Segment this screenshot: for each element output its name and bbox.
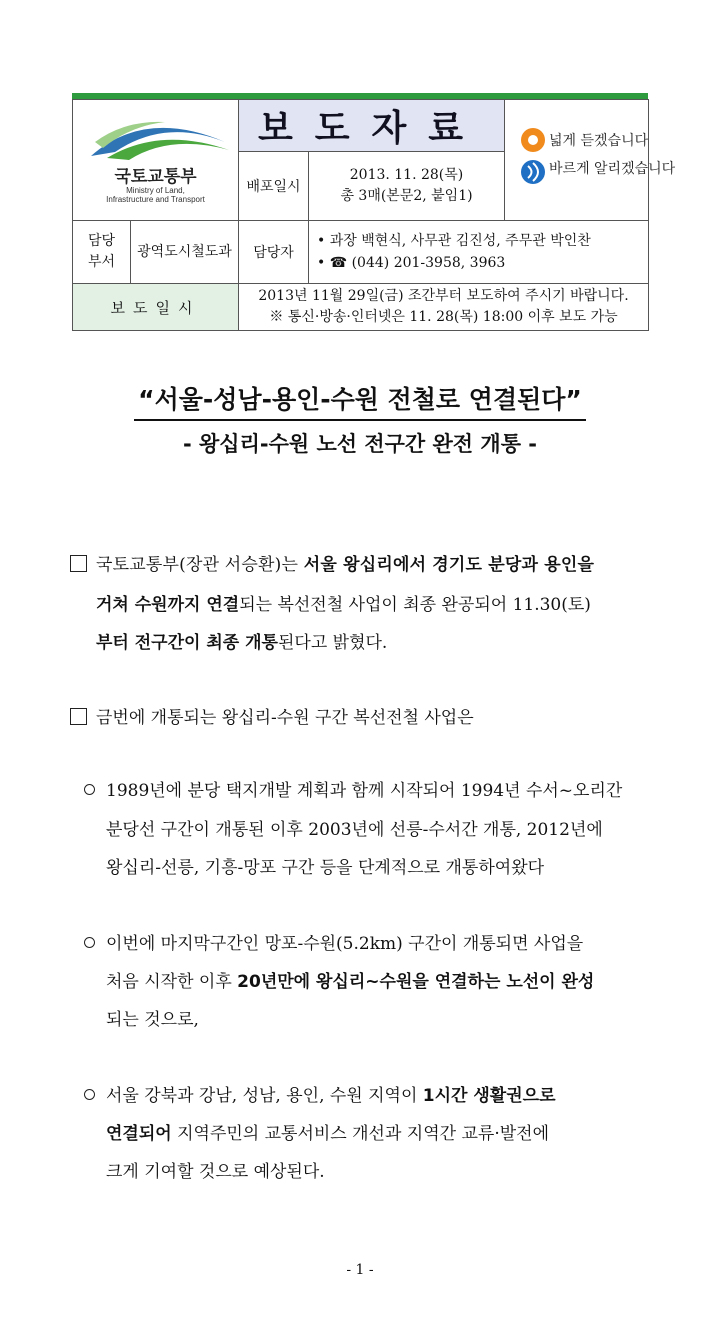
ministry-name: 국토교통부 — [114, 167, 197, 187]
ministry-logo-icon — [85, 112, 235, 162]
contact-info — [309, 221, 649, 284]
slogan-listen: 넓게 듣겠습니다 — [549, 133, 649, 149]
subheadline: - 왕십리-수원 노선 전구간 완전 개통 - — [182, 432, 538, 456]
p1-line1-plain: 국토교통부(장관 서승환)는 — [96, 555, 304, 575]
ministry-logo-cell — [73, 100, 239, 221]
p3-line2: 분당선 구간이 개통된 이후 2003년에 선릉-수서간 개통, 2012년에 — [106, 820, 603, 840]
p5-line3: 크게 기여할 것으로 예상된다. — [106, 1162, 325, 1182]
p5-line1 — [106, 1081, 556, 1106]
contact-phone: • ☎ (044) 201-3958, 3963 — [317, 255, 506, 271]
p4-line3: 되는 것으로, — [106, 1010, 199, 1030]
circle-bullet — [84, 784, 95, 795]
p5-line2-plain: 지역주민의 교통서비스 개선과 지역간 교류·발전에 — [171, 1124, 549, 1144]
p1-line2 — [96, 590, 591, 615]
circle-bullet — [84, 1089, 95, 1100]
slogan-cell — [505, 100, 676, 221]
p4-line2-bold: 20년만에 왕십리~수원을 연결하는 노선이 완성 — [237, 972, 595, 992]
p1-line3-plain: 된다고 밝혔다. — [277, 633, 388, 653]
release-embargo: 2013년 11월 29일(금) 조간부터 보도하여 주시기 바랍니다. — [258, 288, 629, 304]
p5-line2-bold: 연결되어 — [106, 1124, 172, 1144]
dept-label-line1: 담당 — [87, 233, 116, 249]
p5-line2 — [106, 1119, 549, 1144]
p3-line3: 왕십리-선릉, 기흥-망포 구간 등을 단계적으로 개통하여왔다 — [106, 858, 545, 878]
p1-line2-bold: 거쳐 수원까지 연결 — [96, 595, 240, 615]
headline-text: “서울-성남-용인-수원 전철로 연결된다” — [134, 380, 586, 421]
checkbox-bullet — [70, 708, 87, 725]
p4-line2 — [106, 967, 594, 992]
distribution-date: 2013. 11. 28(목) — [349, 167, 464, 183]
page-number: - 1 - — [346, 1262, 374, 1278]
person-label: 담당자 — [239, 221, 309, 284]
press-release-title: 보도자료 — [239, 100, 505, 152]
release-broadcast-note: ※ 통신·방송·인터넷은 11. 28(목) 18:00 이후 보도 가능 — [269, 309, 618, 325]
dept-label — [73, 221, 131, 284]
p5-line1-bold: 1시간 생활권으로 — [422, 1086, 556, 1106]
p5-line1-plain: 서울 강북과 강남, 성남, 용인, 수원 지역이 — [106, 1086, 423, 1106]
release-label: 보도일시 — [73, 284, 239, 331]
distribution-pages: 총 3매(본문2, 붙임1) — [340, 188, 473, 204]
dept-label-line2: 부서 — [87, 254, 116, 270]
checkbox-bullet — [70, 555, 87, 572]
p4-line1: 이번에 마지막구간인 망포-수원(5.2km) 구간이 개통되면 사업을 — [106, 934, 584, 954]
slogan-inform: 바르게 알리겠습니다 — [549, 161, 676, 177]
press-release-header — [72, 93, 676, 325]
p1-line2-plain: 되는 복선전철 사업이 최종 완공되어 11.30(토) — [239, 595, 591, 615]
ministry-name-en-line2: Infrastructure and Transport — [106, 195, 205, 204]
circle-bullet — [84, 937, 95, 948]
distribution-label: 배포일시 — [239, 152, 309, 221]
release-info — [239, 284, 649, 331]
p1-line3 — [96, 628, 387, 653]
dept-name: 광역도시철도과 — [131, 221, 239, 284]
slogan-ear-icon — [519, 122, 547, 192]
p1-line1 — [96, 550, 594, 575]
p1-line1-bold: 서울 왕십리에서 경기도 분당과 용인을 — [303, 555, 595, 575]
p1-line3-bold: 부터 전구간이 최종 개통 — [96, 633, 278, 653]
distribution-info — [309, 152, 505, 221]
p4-line2-plain: 처음 시작한 이후 — [106, 972, 238, 992]
header-table — [72, 99, 676, 331]
ministry-name-en-line1: Ministry of Land, — [126, 186, 185, 195]
p2-line1: 금번에 개통되는 왕십리-수원 구간 복선전철 사업은 — [96, 708, 474, 728]
p3-line1: 1989년에 분당 택지개발 계획과 함께 시작되어 1994년 수서~오리간 — [106, 781, 623, 801]
contact-persons: • 과장 백현식, 사무관 김진성, 주무관 박인찬 — [317, 233, 591, 249]
ministry-name-en — [73, 186, 238, 204]
headline — [0, 380, 720, 421]
